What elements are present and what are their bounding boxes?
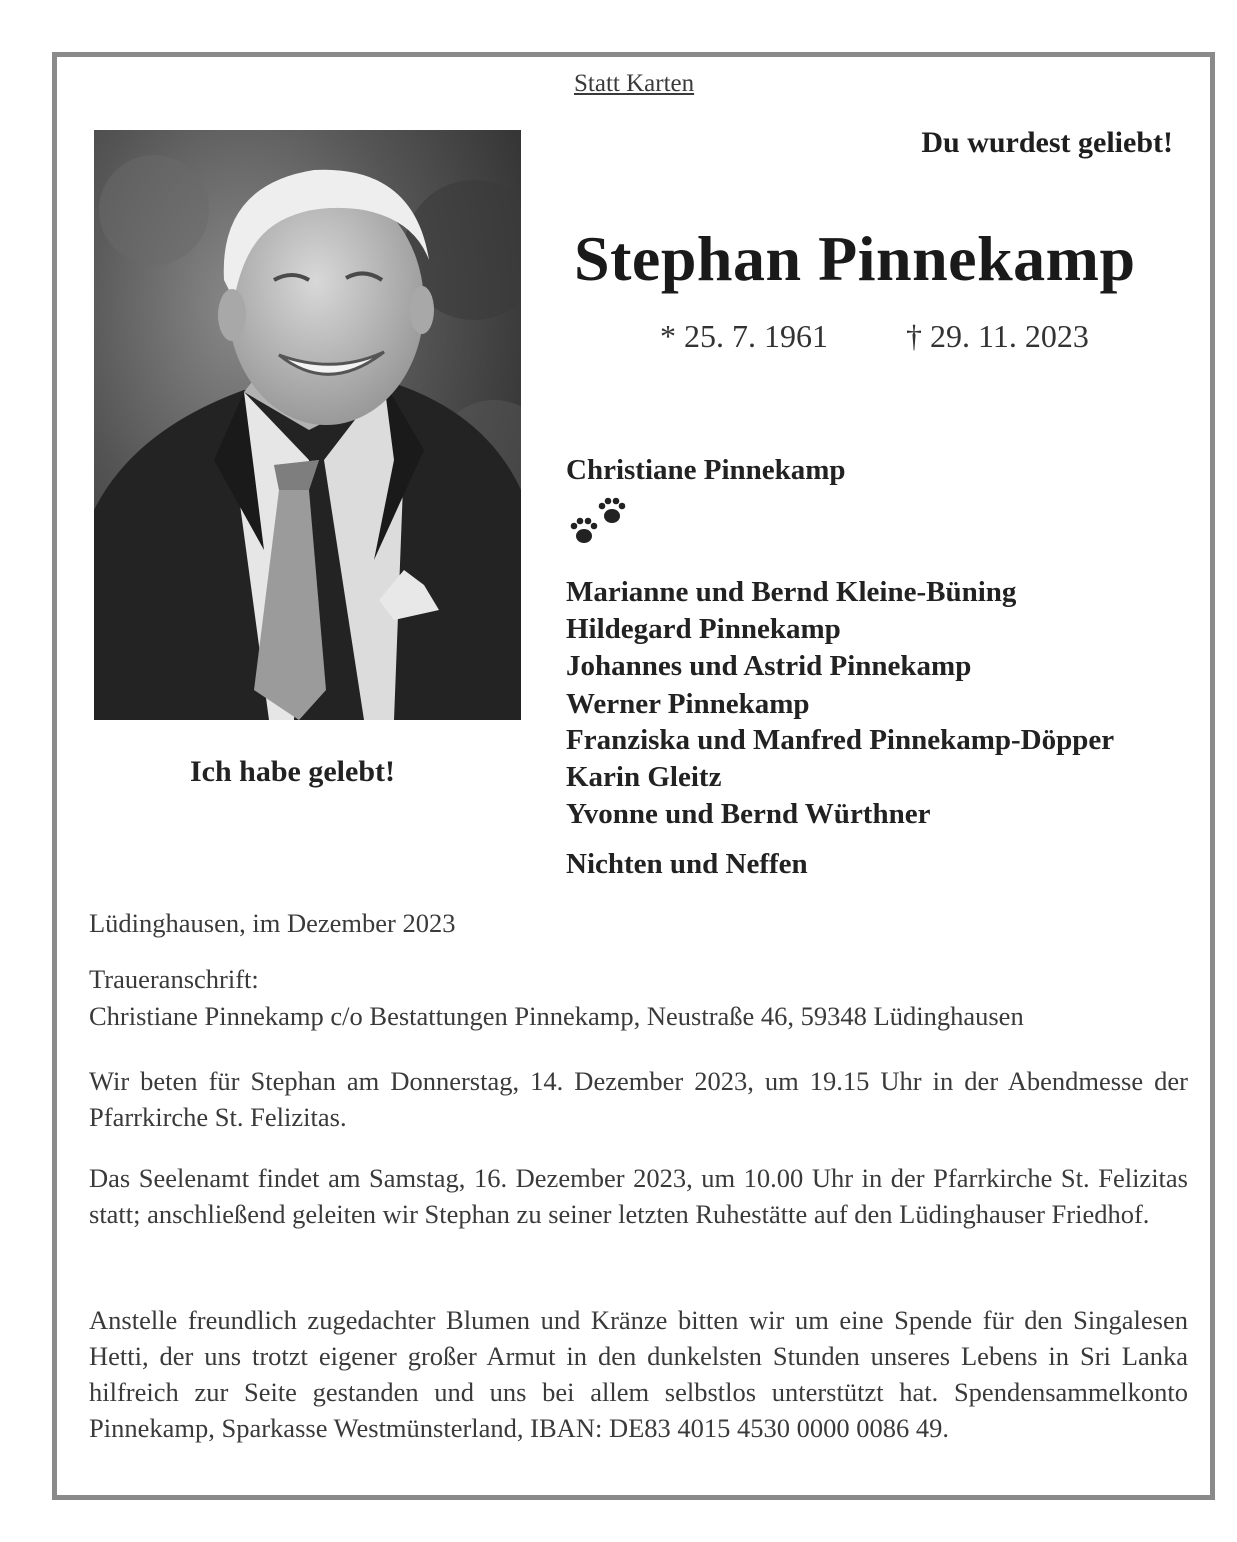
address-text: Christiane Pinnekamp c/o Bestattungen Pinnekamp, Neustraße 46, 59348 Lüdinghausen <box>89 1001 1024 1031</box>
birth-date: * 25. 7. 1961 <box>660 318 828 354</box>
family-member: Karin Gleitz <box>566 761 722 793</box>
deceased-name: Stephan Pinnekamp <box>574 223 1136 294</box>
donation-paragraph: Anstelle freundlich zugedachter Blumen und Kränze bitten wir um eine Spende für den Singalesen Hetti, der uns trotzt eigener großer Armut in den dunkelsten Stunden unseres Lebens in Sri Lanka hilfreich zur Seite gestanden und uns bei allem selbstlos unterstützt hat. Spendensammelkonto Pinnekamp, Sparkasse Westmünsterland, IBAN: DE83 4015 4530 0000 0086 49. <box>89 1305 1188 1443</box>
family-member: Johannes und Astrid Pinnekamp <box>566 650 972 682</box>
family-member: Werner Pinnekamp <box>566 688 810 720</box>
family-member: Marianne und Bernd Kleine-Büning <box>566 576 1017 608</box>
place-date: Lüdinghausen, im Dezember 2023 <box>89 908 456 938</box>
portrait-illustration <box>94 130 521 720</box>
motto-bottom: Ich habe gelebt! <box>190 755 395 788</box>
family-member: Franziska und Manfred Pinnekamp-Döpper <box>566 724 1115 756</box>
motto-top: Du wurdest geliebt! <box>921 126 1173 159</box>
prayer-paragraph: Wir beten für Stephan am Donnerstag, 14. Dezember 2023, um 19.15 Uhr in der Abendmesse der Pfarrkirche St. Felizitas. <box>89 1066 1188 1132</box>
spouse-name: Christiane Pinnekamp <box>566 454 846 486</box>
family-member: Hildegard Pinnekamp <box>566 613 841 645</box>
family-member: Yvonne und Bernd Würthner <box>566 798 931 830</box>
address-label: Traueranschrift: <box>89 964 259 994</box>
portrait-photo <box>94 130 521 720</box>
requiem-paragraph: Das Seelenamt findet am Samstag, 16. Dezember 2023, um 10.00 Uhr in der Pfarrkirche St. Felizitas statt; anschließend geleiten wir Stephan zu seiner letzten Ruhestätte auf den Lüdinghauser Friedhof. <box>89 1163 1188 1229</box>
death-date: † 29. 11. 2023 <box>906 318 1089 354</box>
paw-prints-icon <box>568 496 632 557</box>
statt-karten-heading: Statt Karten <box>574 70 695 97</box>
nieces-nephews: Nichten und Neffen <box>566 848 808 880</box>
